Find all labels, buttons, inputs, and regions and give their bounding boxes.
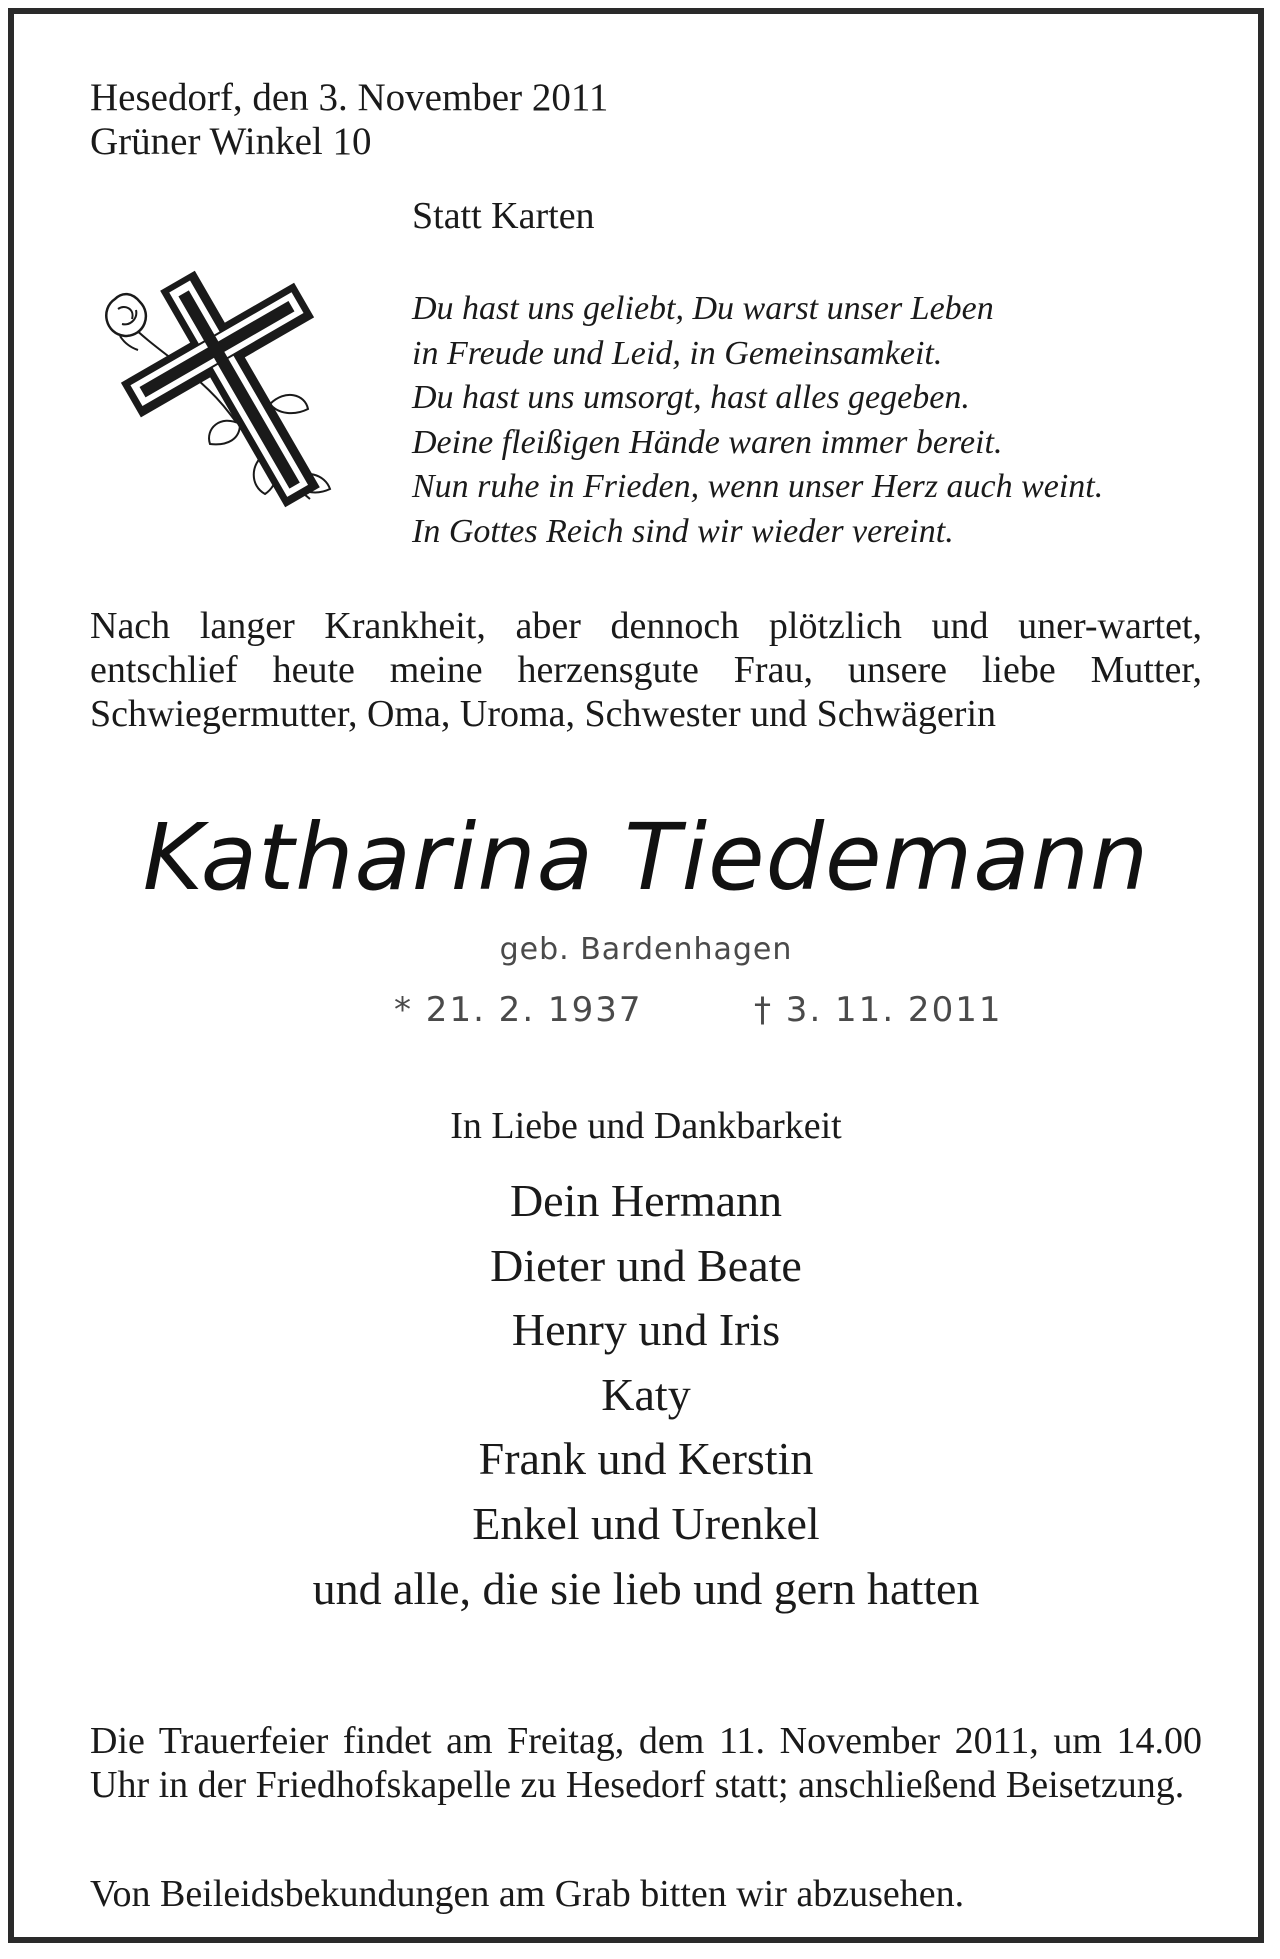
mourner: Frank und Kerstin — [478, 1433, 814, 1485]
mourners-list — [90, 1169, 1202, 1621]
poem-line: in Freude und Leid, in Gemeinsamkeit. — [412, 334, 943, 372]
mourner: und alle, die sie lieb und gern hatten — [312, 1562, 980, 1614]
request-note: Von Beileidsbekundungen am Grab bitten wir abzusehen. — [90, 1873, 965, 1915]
cross-with-rose-icon — [90, 264, 395, 519]
address: Grüner Winkel 10 — [90, 120, 372, 163]
poem-line: Nun ruhe in Frieden, wenn unser Herz auch weint. — [412, 468, 1104, 505]
place-date: Hesedorf, den 3. November 2011 — [90, 76, 609, 119]
birth-name: geb. Bardenhagen — [499, 932, 793, 967]
mourner: Dieter und Beate — [490, 1239, 802, 1291]
deceased-name: Katharina Tiedemann — [142, 804, 1150, 911]
header — [90, 76, 608, 164]
mourner: Katy — [601, 1368, 691, 1420]
mourner: Enkel und Urenkel — [472, 1497, 820, 1549]
dedication: In Liebe und Dankbarkeit — [450, 1105, 842, 1147]
statt-karten-label: Statt Karten — [412, 195, 595, 237]
poem — [412, 287, 1103, 554]
service-info: Die Trauerfeier findet am Freitag, dem 11. November 2011, um 14.00 Uhr in der Friedhofskapelle zu Hesedorf statt; anschließend Beisetzung. — [90, 1720, 1202, 1806]
poem-line: Du hast uns umsorgt, hast alles gegeben. — [412, 379, 970, 416]
mourner: Henry und Iris — [511, 1304, 781, 1356]
death-date: † 3. 11. 2011 — [754, 990, 1003, 1030]
mourner: Dein Hermann — [509, 1175, 783, 1226]
poem-line: In Gottes Reich sind wir wieder vereint. — [412, 512, 954, 550]
birth-date: * 21. 2. 1937 — [394, 990, 643, 1030]
obituary-notice — [8, 8, 1264, 1943]
poem-line: Du hast uns geliebt, Du warst unser Leben — [412, 290, 994, 327]
intro-paragraph: Nach langer Krankheit, aber dennoch plötzlich und uner-wartet, entschlief heute meine herzensgute Frau, unsere liebe Mutter, Schwiegermutter, Oma, Uroma, Schwester und Schwägerin — [90, 605, 1202, 735]
poem-line: Deine fleißigen Hände waren immer bereit. — [412, 423, 1003, 461]
